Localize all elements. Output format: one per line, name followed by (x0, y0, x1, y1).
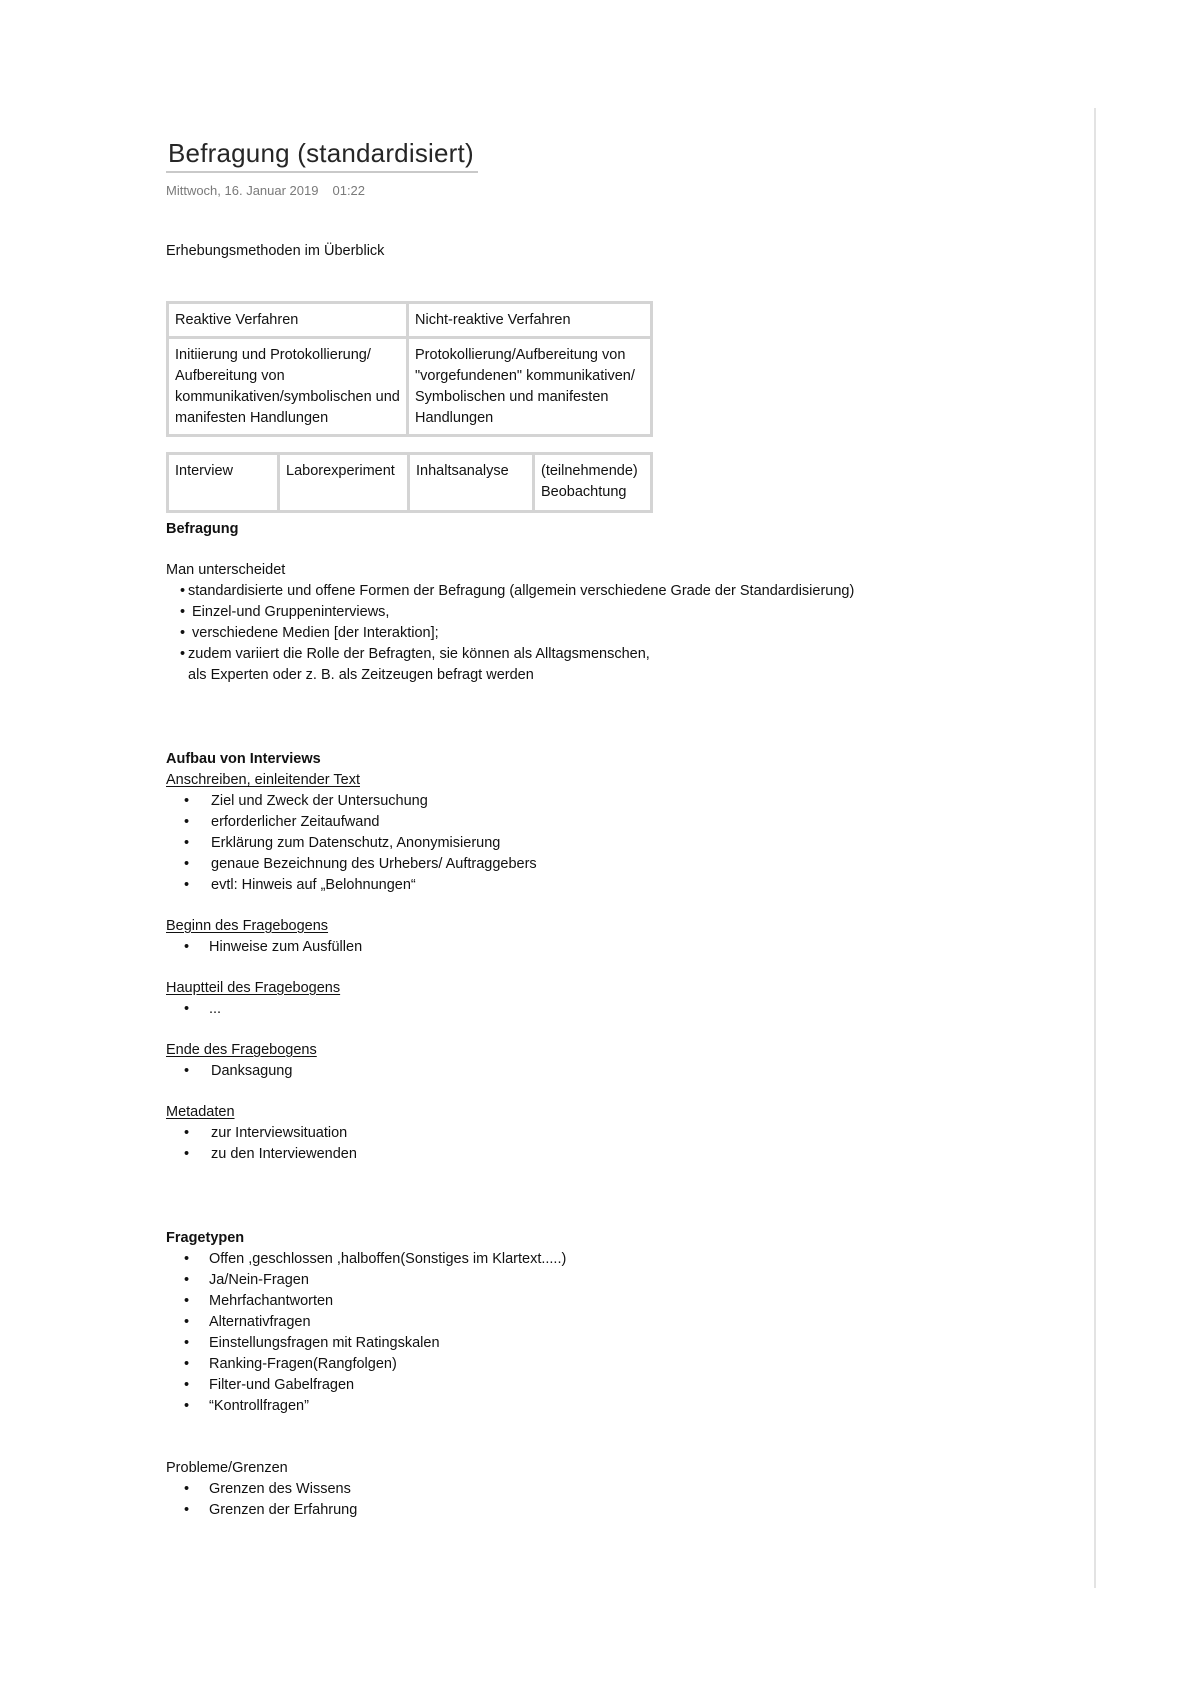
page-title-box[interactable] (166, 136, 478, 173)
bullet-icon: • (184, 1063, 190, 1079)
table-cell[interactable]: Inhaltsanalyse (409, 454, 534, 512)
metadaten-list (166, 1123, 1066, 1165)
list-item[interactable]: • “Kontrollfragen” (166, 1396, 1066, 1417)
bullet-icon: • (184, 1377, 190, 1393)
section-title-hauptteil[interactable]: Hauptteil des Fragebogens (166, 980, 341, 996)
section-title-metadaten[interactable]: Metadaten (166, 1104, 235, 1120)
bullet-icon: • (184, 856, 190, 872)
bullet-icon: • (184, 835, 190, 851)
list-item[interactable]: • erforderlicher Zeitaufwand (166, 812, 1066, 833)
bullet-icon: • (184, 1001, 190, 1017)
list-item[interactable]: • Filter-und Gabelfragen (166, 1375, 1066, 1396)
bullet-icon: • (184, 1293, 190, 1309)
bullet-icon: • (184, 1335, 190, 1351)
bullet-icon: • (184, 939, 190, 955)
bullet-icon: • (180, 583, 186, 599)
list-item[interactable]: • Ja/Nein-Fragen (166, 1270, 1066, 1291)
list-item[interactable]: • zudem variiert die Rolle der Befragten, sie können als Alltagsmenschen, (166, 644, 1066, 665)
list-item[interactable]: • Ziel und Zweck der Untersuchung (166, 791, 1066, 812)
table-cell[interactable]: Initiierung und Protokollierung/ Aufbereitung von kommunikativen/symbolischen und manifesten Handlungen (168, 338, 408, 436)
list-item[interactable]: • Einstellungsfragen mit Ratingskalen (166, 1333, 1066, 1354)
hauptteil-list (166, 999, 1066, 1020)
bullet-icon: • (184, 1502, 190, 1518)
methods-table[interactable] (166, 301, 653, 437)
methods-examples-table[interactable] (166, 452, 653, 513)
list-item[interactable]: • Mehrfachantworten (166, 1291, 1066, 1312)
aufbau-heading[interactable]: Aufbau von Interviews (166, 751, 321, 767)
list-item[interactable]: • Danksagung (166, 1061, 1066, 1082)
probleme-heading[interactable]: Probleme/Grenzen (166, 1460, 288, 1476)
table-cell[interactable]: (teilnehmende) Beobachtung (534, 454, 652, 512)
list-item[interactable]: • Einzel-und Gruppeninterviews, (166, 602, 1066, 623)
list-item[interactable]: • standardisierte und offene Formen der Befragung (allgemein verschiedene Grade der Standardisierung) (166, 581, 1066, 602)
table-cell[interactable]: Protokollierung/Aufbereitung von "vorgefundenen" kommunikativen/ Symbolischen und manifesten Handlungen (408, 338, 652, 436)
fragetypen-heading[interactable]: Fragetypen (166, 1230, 245, 1246)
bullet-icon: • (184, 1125, 190, 1141)
beginn-list (166, 937, 1066, 958)
list-item[interactable]: • zur Interviewsituation (166, 1123, 1066, 1144)
page-title[interactable]: Befragung (standardisiert) (168, 138, 474, 168)
list-item[interactable]: • Grenzen der Erfahrung (166, 1500, 1066, 1521)
page-edge-rule (1094, 108, 1096, 1588)
anschreiben-list (166, 791, 1066, 896)
table-cell[interactable]: Nicht-reaktive Verfahren (408, 303, 652, 338)
table-row (168, 338, 652, 436)
table-cell[interactable]: Interview (168, 454, 279, 512)
list-item[interactable]: • evtl: Hinweis auf „Belohnungen“ (166, 875, 1066, 896)
list-item[interactable]: • ... (166, 999, 1066, 1020)
probleme-list (166, 1479, 1066, 1521)
section-title-ende[interactable]: Ende des Fragebogens (166, 1042, 317, 1058)
bullet-icon: • (184, 1481, 190, 1497)
table-row (168, 454, 652, 512)
bullet-icon: • (184, 1356, 190, 1372)
list-item[interactable]: • Alternativfragen (166, 1312, 1066, 1333)
befragung-intro[interactable]: Man unterscheidet (166, 562, 286, 578)
ende-list (166, 1061, 1066, 1082)
section-title-beginn[interactable]: Beginn des Fragebogens (166, 918, 329, 934)
bullet-icon: • (180, 604, 186, 620)
list-item[interactable]: • Grenzen des Wissens (166, 1479, 1066, 1500)
bullet-icon: • (180, 625, 186, 641)
note-page (166, 136, 1066, 1521)
page-time: 01:22 (332, 183, 366, 198)
list-item[interactable]: • Ranking-Fragen(Rangfolgen) (166, 1354, 1066, 1375)
bullet-icon: • (184, 877, 190, 893)
bullet-icon: • (184, 814, 190, 830)
list-item[interactable]: • Offen ,geschlossen ,halboffen(Sonstiges im Klartext.....) (166, 1249, 1066, 1270)
bullet-icon: • (180, 646, 186, 662)
list-item[interactable]: • Hinweise zum Ausfüllen (166, 937, 1066, 958)
table-cell[interactable]: Reaktive Verfahren (168, 303, 408, 338)
list-item[interactable]: • Erklärung zum Datenschutz, Anonymisierung (166, 833, 1066, 854)
table-row (168, 303, 652, 338)
fragetypen-list (166, 1249, 1066, 1417)
page-date: Mittwoch, 16. Januar 2019 (166, 183, 319, 198)
bullet-icon: • (184, 1314, 190, 1330)
page-timestamp (166, 183, 1066, 201)
list-item-continuation[interactable]: als Experten oder z. B. als Zeitzeugen befragt werden (188, 667, 534, 683)
bullet-icon: • (184, 1398, 190, 1414)
list-item[interactable]: • zu den Interviewenden (166, 1144, 1066, 1165)
bullet-icon: • (184, 1272, 190, 1288)
table-cell[interactable]: Laborexperiment (279, 454, 409, 512)
bullet-icon: • (184, 1146, 190, 1162)
overview-heading[interactable]: Erhebungsmethoden im Überblick (166, 243, 385, 259)
bullet-icon: • (184, 793, 190, 809)
befragung-heading[interactable]: Befragung (166, 521, 239, 537)
list-item[interactable]: • verschiedene Medien [der Interaktion]; (166, 623, 1066, 644)
list-item[interactable]: • genaue Bezeichnung des Urhebers/ Auftraggebers (166, 854, 1066, 875)
section-title-anschreiben[interactable]: Anschreiben, einleitender Text (166, 772, 360, 788)
bullet-icon: • (184, 1251, 190, 1267)
befragung-list (166, 581, 1066, 686)
